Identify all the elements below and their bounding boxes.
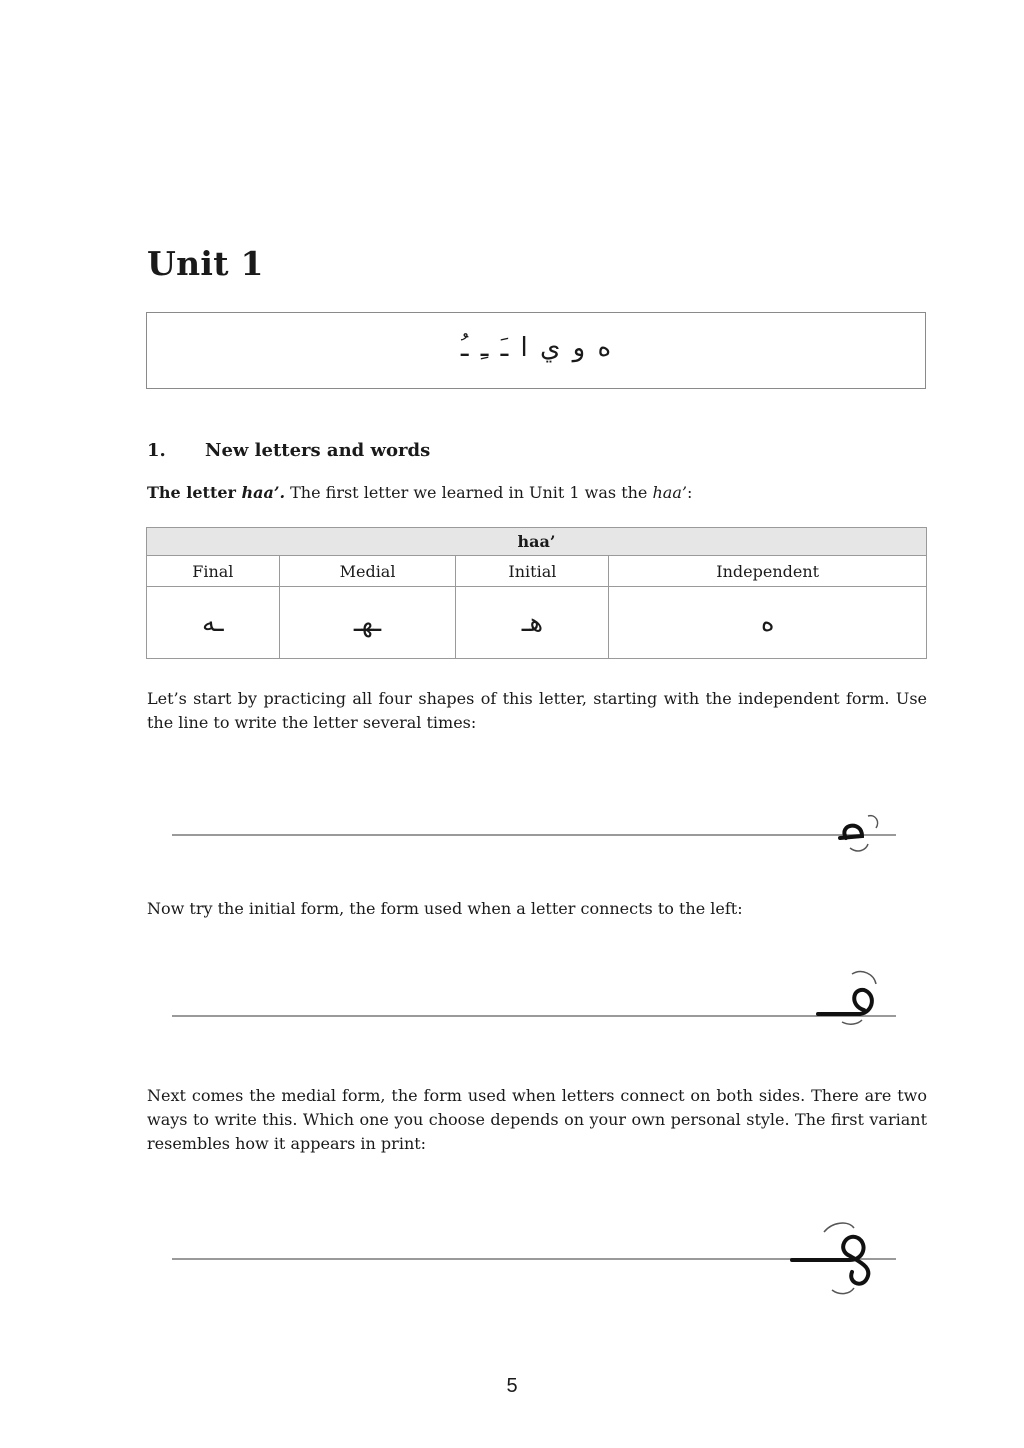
handwritten-independent-sample (828, 806, 890, 858)
page-number: 5 (506, 1375, 518, 1397)
practice-line-initial (172, 1015, 896, 1017)
letters-list: ه و ي ا ـَ ـِ ـُ (460, 333, 612, 363)
intro-italic: haa’ (652, 483, 687, 502)
practice-line-independent (172, 834, 896, 836)
paragraph-independent: Let’s start by practicing all four shapes of this letter, starting with the independent form. Use the line to write the letter several times: (147, 689, 927, 732)
paragraph-initial: Now try the initial form, the form used when a letter connects to the left: (147, 899, 743, 918)
glyph-medial: ـهـ (279, 587, 456, 659)
intro-tail: : (686, 483, 693, 502)
column-independent: Independent (609, 556, 927, 587)
letters-box (146, 312, 926, 389)
glyph-initial: هـ (456, 587, 609, 659)
column-medial: Medial (279, 556, 456, 587)
glyph-independent: ه (609, 587, 927, 659)
intro-letter-name: haa’. (241, 483, 286, 502)
section-title: New letters and words (205, 440, 431, 461)
table-header: haa’ (147, 528, 927, 556)
paragraph-medial: Next comes the medial form, the form used when letters connect on both sides. There are two ways to write this. Which one you choose depends on your own personal style. The first variant resembles how it appears in print: (147, 1086, 927, 1153)
intro-paragraph (147, 481, 927, 505)
column-final: Final (147, 556, 280, 587)
intro-lead: The letter (147, 483, 242, 502)
handwritten-initial-sample (812, 966, 888, 1028)
column-initial: Initial (456, 556, 609, 587)
glyph-final: ـه (147, 587, 280, 659)
handwritten-medial-sample (788, 1216, 894, 1300)
page-title: Unit 1 (147, 244, 264, 283)
section-number: 1. (147, 440, 166, 461)
letter-forms-table (146, 527, 927, 659)
intro-text: The first letter we learned in Unit 1 was the (285, 483, 653, 502)
section-heading (147, 440, 430, 461)
